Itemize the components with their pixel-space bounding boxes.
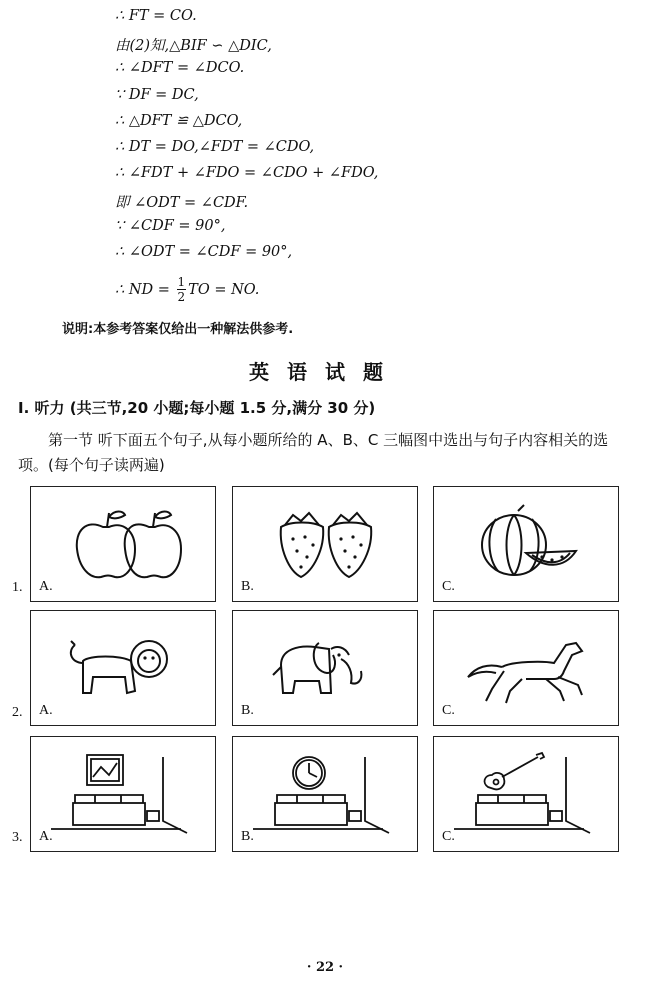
- page-number: · 22 ·: [306, 960, 344, 975]
- option-label: A.: [39, 579, 53, 594]
- option-label: A.: [39, 703, 53, 718]
- option-box[interactable]: [433, 610, 619, 726]
- option-box[interactable]: [30, 610, 216, 726]
- note: 说明:本参考答案仅给出一种解法供参考.: [62, 322, 294, 337]
- option-box[interactable]: [232, 610, 418, 726]
- proof-line: 即 ∠ODT = ∠CDF.: [115, 195, 249, 212]
- proof-line: ∴ ∠FDT + ∠FDO = ∠CDO + ∠FDO,: [115, 165, 379, 182]
- option-label: A.: [39, 829, 53, 844]
- instruction: 第一节 听下面五个句子,从每小题所给的 A、B、C 三幅图中选出与句子内容相关的选项。(每个句子读两遍): [18, 431, 609, 474]
- elephant-icon: [233, 611, 417, 725]
- proof-line: ∴ ∠ODT = ∠CDF = 90°,: [115, 243, 293, 260]
- watermelon-icon: [434, 487, 618, 601]
- proof-line: 由(2)知,△BIF ∽ △DIC,: [115, 38, 272, 55]
- strawberries-icon: [233, 487, 417, 601]
- option-label: B.: [241, 829, 254, 844]
- fraction: [177, 275, 187, 304]
- option-label: B.: [241, 579, 254, 594]
- option-label: C.: [442, 579, 455, 594]
- proof-text: ∴ ND =: [115, 281, 175, 298]
- proof-line: ∴ ∠DFT = ∠DCO.: [115, 60, 245, 77]
- proof-block: [115, 8, 378, 310]
- sofa-with-clock-icon: [233, 737, 417, 851]
- proof-line: ∴ FT = CO.: [115, 8, 197, 24]
- fraction-numerator: 1: [177, 275, 186, 290]
- option-box[interactable]: [433, 486, 619, 602]
- proof-text: TO = NO.: [188, 281, 260, 298]
- question-number: 1.: [12, 580, 23, 595]
- sofa-with-guitar-icon: [434, 737, 618, 851]
- listening-section-heading: I. 听力 (共三节,20 小题;每小题 1.5 分,满分 30 分): [18, 399, 376, 417]
- proof-line-fraction: [115, 270, 378, 310]
- sofa-with-painting-icon: [31, 737, 215, 851]
- apples-icon: [31, 487, 215, 601]
- option-label: B.: [241, 703, 254, 718]
- proof-line: ∴ DT = DO,∠FDT = ∠CDO,: [115, 138, 315, 155]
- option-box[interactable]: [433, 736, 619, 852]
- fraction-denominator: 2: [177, 290, 186, 305]
- section-title: 英语试题: [249, 360, 401, 384]
- option-box[interactable]: [30, 736, 216, 852]
- option-label: C.: [442, 703, 455, 718]
- lion-icon: [31, 611, 215, 725]
- option-label: C.: [442, 829, 455, 844]
- proof-line: ∵ ∠CDF = 90°,: [115, 217, 226, 234]
- option-box[interactable]: [30, 486, 216, 602]
- proof-line: ∵ DF = DC,: [115, 86, 199, 103]
- question-number: 2.: [12, 705, 23, 720]
- question-number: 3.: [12, 830, 23, 845]
- proof-line: ∴ △DFT ≌ △DCO,: [115, 112, 243, 129]
- option-box[interactable]: [232, 736, 418, 852]
- option-box[interactable]: [232, 486, 418, 602]
- horse-icon: [434, 611, 618, 725]
